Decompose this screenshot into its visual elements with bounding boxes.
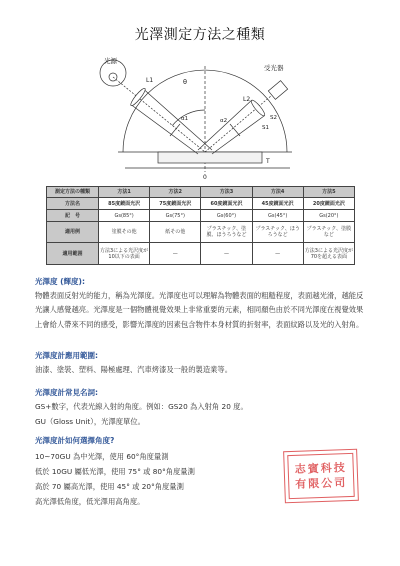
table-header-row (47, 187, 355, 198)
gloss-measurement-diagram (0, 0, 400, 185)
section-body-angle (35, 449, 280, 509)
section-heading-terms: 光澤度計常見名詞: (35, 388, 98, 397)
table-row-label: 適用例 (47, 222, 99, 243)
reflected-axis (205, 90, 278, 152)
table-row-label: 適用範囲 (47, 243, 99, 265)
table-cell: Gs(85°) (99, 210, 150, 222)
label-t: T (266, 158, 270, 165)
table-cell: 紙その他 (150, 222, 201, 243)
label-alpha2: α2 (220, 118, 228, 124)
company-seal-inner-border (287, 453, 354, 499)
table-row (47, 210, 355, 222)
table-cell: Gs(75°) (150, 210, 201, 222)
terms-line: GU（Gloss Unit），光澤度單位。 (35, 416, 145, 426)
table-cell: プラスチック、塗膜、ほうろうなど (201, 222, 252, 243)
table-header-cell: 方法2 (150, 187, 201, 198)
reflected-beam-upper (198, 100, 252, 150)
angle-line: 10~70GU 為中光澤，使用 60°角度量測 (35, 452, 169, 461)
table-header-cell: 方法5 (303, 187, 354, 198)
table-row (47, 222, 355, 243)
table-cell: — (252, 243, 303, 265)
table-cell: Gs(20°) (303, 210, 354, 222)
table-cell: Gs(45°) (252, 210, 303, 222)
section-body-applications: 油漆、塗裝、塑料、陽極處理、汽車烤漆及一般的製造業等。 (35, 365, 233, 374)
table-cell: プラスチック、ほうろうなど (252, 222, 303, 243)
angle-line: 高光澤低角度，低光澤用高角度。 (35, 497, 145, 506)
table-cell: プラスチック、塗膜など (303, 222, 354, 243)
table-header-cell: 測定方法の種類 (47, 187, 99, 198)
table-cell: 45度鏡面光沢 (252, 198, 303, 210)
lens-l2 (250, 99, 267, 118)
incident-axis (113, 77, 205, 152)
aperture-right (230, 124, 240, 136)
page-title: 光澤測定方法之種類 (134, 27, 266, 43)
label-alpha1: α1 (181, 116, 189, 122)
label-s1: S1 (262, 125, 269, 131)
seal-text-line: 志賓科技 (294, 461, 347, 476)
table-header-cell: 方法1 (99, 187, 150, 198)
section-body-terms (35, 400, 368, 429)
table-row (47, 198, 355, 210)
section-heading-applications: 光澤度計應用範圍: (35, 351, 98, 360)
table-header-cell: 方法4 (252, 187, 303, 198)
incident-beam-lower (132, 105, 199, 154)
table-header-cell: 方法3 (201, 187, 252, 198)
table-cell: 20度鏡面光沢 (303, 198, 354, 210)
label-light-source: 光源 (104, 57, 117, 65)
table-cell: 方法3による光沢度が70を超える表面 (303, 243, 354, 265)
label-receiver: 受光器 (264, 64, 284, 72)
table-cell: 塗膜その他 (99, 222, 150, 243)
table-cell: Gs(60°) (201, 210, 252, 222)
section-heading-angle: 光澤度計如何選擇角度? (35, 436, 115, 445)
section-heading-gloss: 光澤度 (輝度): (35, 277, 85, 286)
table-cell: 75度鏡面光沢 (150, 198, 201, 210)
theta-angle-arc (172, 110, 205, 126)
terms-line: GS+數字，代表光線入射的角度。例如：GS20 為入射角 20 度。 (35, 402, 248, 411)
table-cell: — (201, 243, 252, 265)
label-theta: θ (183, 78, 187, 86)
table-row-label: 記 号 (47, 210, 99, 222)
table-row-label: 方法名 (47, 198, 99, 210)
table-cell: 60度鏡面光沢 (201, 198, 252, 210)
table-cell: — (150, 243, 201, 265)
label-s2: S2 (270, 115, 277, 121)
incident-beam-upper (144, 90, 212, 151)
sample-block (158, 152, 262, 163)
section-body-gloss: 物體表面反射光的能力，稱為光澤度。光澤度也可以理解為物體表面的粗糙程度，表面越光滑，越能反光讓人感覺越亮。光澤度是一個物體視覺效果上非常重要的元素，相同顏色由於不同光澤度在視覺效果上會給人帶來不同的感受，影響光澤度的因素包含物件本身材質的折射率，表面紋路以及光的入射角。 (35, 291, 364, 329)
company-seal (283, 449, 359, 504)
label-l2: L2 (243, 96, 251, 103)
receiver-box (268, 81, 287, 100)
measurement-methods-table (46, 186, 355, 265)
table-cell: 85度鏡面光沢 (99, 198, 150, 210)
label-l1: L1 (146, 77, 154, 84)
label-zero: 0 (203, 174, 207, 181)
table-row (47, 243, 355, 265)
table-cell: 方法3による光沢度が10以下の表面 (99, 243, 150, 265)
angle-line: 低於 10GU 屬低光澤，使用 75° 或 80°角度量測 (35, 467, 195, 476)
seal-text-line: 有限公司 (295, 476, 348, 491)
angle-line: 高於 70 屬高光澤，使用 45° 或 20°角度量測 (35, 482, 184, 491)
